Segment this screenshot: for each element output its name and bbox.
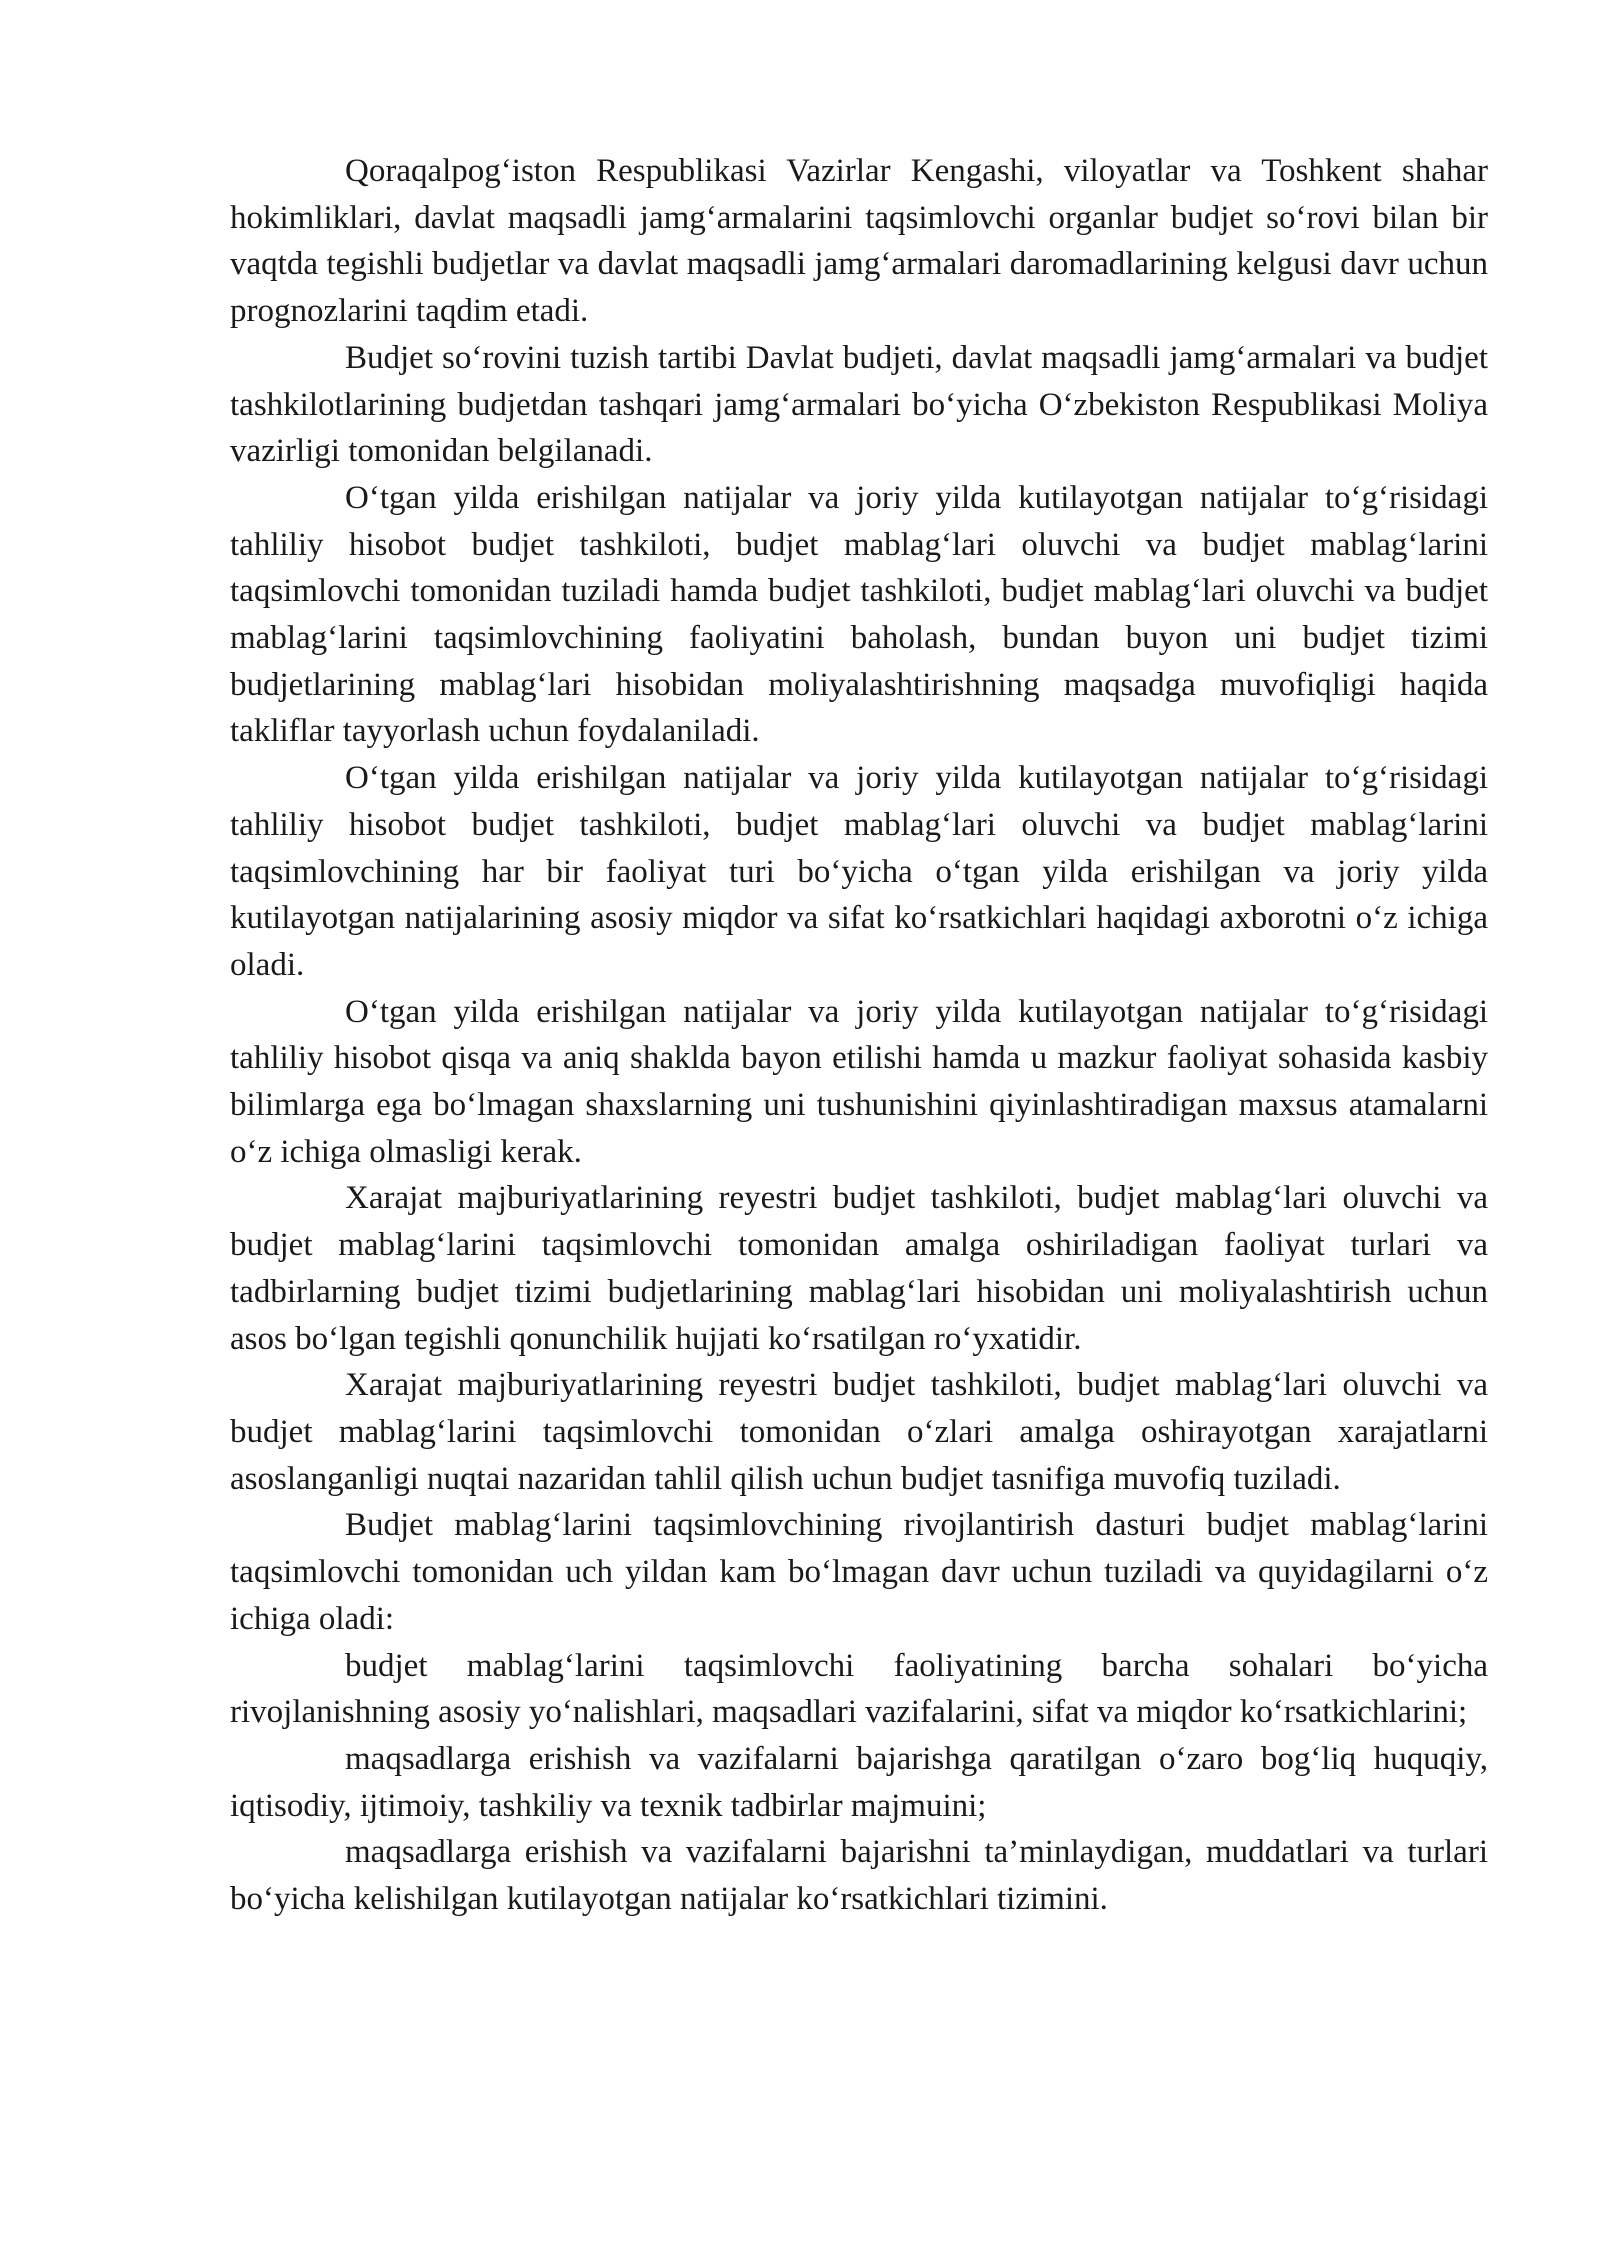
list-item-paragraph: maqsadlarga erishish va vazifalarni bajarishni ta’minlaydigan, muddatlari va turlari bo‘yicha kelishilgan kutilayotgan natijalar ko‘rsatkichlari tizimini. bbox=[230, 1834, 1488, 1918]
document-page bbox=[230, 148, 1488, 1923]
paragraph: Qoraqalpog‘iston Respublikasi Vazirlar Kengashi, viloyatlar va Toshkent shahar hokimliklari, davlat maqsadli jamg‘armalarini taqsimlovchi organlar budjet so‘rovi bilan bir vaqtda tegishli budjetlar va davlat maqsadli jamg‘armalari daromadlarining kelgusi davr uchun prognozlarini taqdim etadi. bbox=[230, 153, 1488, 330]
paragraph: Budjet so‘rovini tuzish tartibi Davlat budjeti, davlat maqsadli jamg‘armalari va budjet tashkilotlarining budjetdan tashqari jamg‘armalari bo‘yicha O‘zbekiston Respublikasi Moliya vazirligi tomonidan belgilanadi. bbox=[230, 339, 1488, 470]
list-item-paragraph: maqsadlarga erishish va vazifalarni bajarishga qaratilgan o‘zaro bog‘liq huquqiy, iqtisodiy, ijtimoiy, tashkiliy va texnik tadbirlar majmuini; bbox=[230, 1740, 1488, 1824]
paragraph: O‘tgan yilda erishilgan natijalar va joriy yilda kutilayotgan natijalar to‘g‘risidagi tahliliy hisobot budjet tashkiloti, budjet mablag‘lari oluvchi va budjet mablag‘larini taqsimlovchining har bir faoliyat turi bo‘yicha o‘tgan yilda erishilgan va joriy yilda kutilayotgan natijalarining asosiy miqdor va sifat ko‘rsatkichlari haqidagi axborotni o‘z ichiga oladi. bbox=[230, 760, 1488, 983]
paragraph: Budjet mablag‘larini taqsimlovchining rivojlantirish dasturi budjet mablag‘larini taqsimlovchi tomonidan uch yildan kam bo‘lmagan davr uchun tuziladi va quyidagilarni o‘z ichiga oladi: bbox=[230, 1507, 1488, 1637]
paragraph: Xarajat majburiyatlarining reyestri budjet tashkiloti, budjet mablag‘lari oluvchi va budjet mablag‘larini taqsimlovchi tomonidan amalga oshiriladigan faoliyat turlari va tadbirlarning budjet tizimi budjetlarining mablag‘lari hisobidan uni moliyalashtirish uchun asos bo‘lgan tegishli qonunchilik hujjati ko‘rsatilgan ro‘yxatidir. bbox=[230, 1180, 1488, 1357]
paragraph: O‘tgan yilda erishilgan natijalar va joriy yilda kutilayotgan natijalar to‘g‘risidagi tahliliy hisobot qisqa va aniq shakldа bayon etilishi hamda u mazkur faoliyat sohasida kasbiy bilimlarga ega bo‘lmagan shaxslarning uni tushunishini qiyinlashtiradigan maxsus atamalarni o‘z ichiga olmasligi kerak. bbox=[230, 993, 1488, 1170]
paragraph: O‘tgan yilda erishilgan natijalar va joriy yilda kutilayotgan natijalar to‘g‘risidagi tahliliy hisobot budjet tashkiloti, budjet mablag‘lari oluvchi va budjet mablag‘larini taqsimlovchi tomonidan tuziladi hamda budjet tashkiloti, budjet mablag‘lari oluvchi va budjet mablag‘larini taqsimlovchining faoliyatini baholash, bundan buyon uni budjet tizimi budjetlarining mablag‘lari hisobidan moliyalashtirishning maqsadga muvofiqligi haqida takliflar tayyorlash uchun foydalaniladi. bbox=[230, 479, 1488, 750]
paragraph: Xarajat majburiyatlarining reyestri budjet tashkiloti, budjet mablag‘lari oluvchi va budjet mablag‘larini taqsimlovchi tomonidan o‘zlari amalga oshirayotgan xarajatlarni asoslanganligi nuqtai nazaridan tahlil qilish uchun budjet tasnifiga muvofiq tuziladi. bbox=[230, 1367, 1488, 1497]
list-item-paragraph: budjet mablag‘larini taqsimlovchi faoliyatining barcha sohalari bo‘yicha rivojlanishning asosiy yo‘nalishlari, maqsadlari vazifalarini, sifat va miqdor ko‘rsatkichlarini; bbox=[230, 1647, 1488, 1731]
